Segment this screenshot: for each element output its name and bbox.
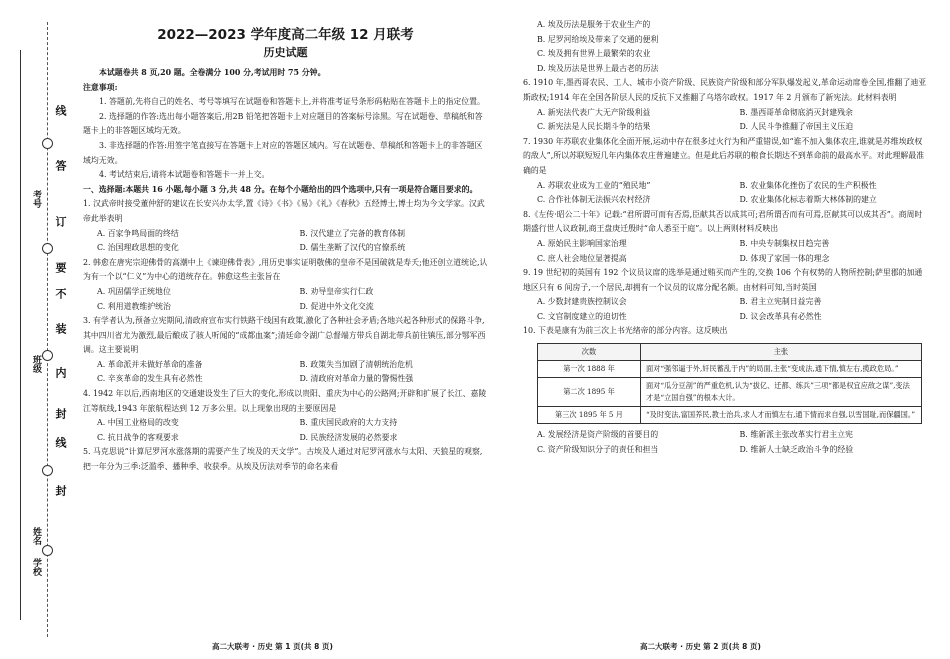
- table-row: [538, 361, 922, 378]
- option: A. 新宪法代表广大无产阶级利益: [537, 107, 651, 117]
- binding-margin: [0, 0, 80, 659]
- option: D. 议会改革具有必然性: [739, 311, 822, 321]
- option: B. 维新派主张改革实行君主立宪: [739, 430, 853, 440]
- question-6: [523, 76, 928, 134]
- question-4: [83, 387, 488, 445]
- footer-right: 高二大联考 · 历史 第 2 页(共 8 页): [640, 642, 761, 651]
- exam-title: 2022—2023 学年度高二年级 12 月联考: [157, 27, 414, 43]
- question-stem: 9. 19 世纪初的英国有 192 个议员议席的选举是通过贿买而产生的,交换 106 个有权势的人物所控制;萨里郡的加通地区只有 6 间房子,一个居民,却拥有一个议员的议席分配名额。由材料可知,当时英国: [523, 268, 923, 292]
- option: D. 民族经济发展的必然要求: [299, 432, 398, 442]
- question-9: [523, 266, 928, 324]
- page-right: [523, 18, 928, 457]
- table-header: 主张: [641, 344, 922, 361]
- option: A. 原始民主影响国家治理: [537, 238, 627, 248]
- option: B. 政策失当加剧了清朝统治危机: [299, 359, 413, 369]
- section-heading: 一、选择题:本题共 16 小题,每小题 3 分,共 48 分。在每个小题给出的四个选项中,只有一项是符合题目要求的。: [83, 184, 478, 194]
- option: C. 新宪法是人民长期斗争的结果: [537, 122, 651, 132]
- option: C. 文官制度建立的迫切性: [537, 311, 627, 321]
- question-stem: 8.《左传·昭公二十年》记载:“君所谓可而有否焉,臣献其否以成其可;君所谓否而有可焉,臣献其可以成其否”。商周时期盛行世人议政制,商王盘庚迁殷时“命人悉至于庭”。以上两则材料反映出: [523, 209, 923, 234]
- option: B. 劝导皇帝实行仁政: [299, 286, 374, 296]
- question-3: [83, 314, 488, 387]
- seal-char: 装: [54, 323, 67, 334]
- seal-circle: [42, 545, 53, 556]
- table-cell: 面对“强邻逼于外,奸民蓄乱于内”的局面,主张“变成法,通下情,慎左右,揽政危局。”: [641, 361, 922, 378]
- option: D. 体现了家国一体的理念: [739, 253, 830, 263]
- seal-char: 线: [54, 437, 67, 448]
- field-school: 学校: [31, 558, 41, 576]
- option: B. 中央专制集权日趋完善: [739, 238, 830, 248]
- note-item: 1. 答题前,先将自己的姓名、考号等填写在试题卷和答题卡上,并将准考证号条形码粘贴在答题卡上的指定位置。: [99, 97, 485, 107]
- question-stem: 10. 下表是康有为前三次上书光绪帝的部分内容。这反映出: [523, 326, 728, 336]
- option: B. 墨西哥革命彻底消灭封建残余: [739, 107, 853, 117]
- table-header: 次数: [538, 344, 641, 361]
- option: C. 抗日战争的客观要求: [97, 432, 179, 442]
- option: B. 重庆国民政府的大力支持: [299, 418, 398, 428]
- exam-intro: 本试题卷共 8 页,20 题。全卷满分 100 分,考试用时 75 分钟。: [99, 68, 326, 77]
- option: D. 埃及历法是世界上最古老的历法: [537, 63, 659, 73]
- option: C. 庶人社会地位显著提高: [537, 253, 627, 263]
- note-item: 2. 选择题的作答:选出每小题答案后,用2B 铅笔把答题卡上对应题目的答案标号涂黑。写在试题卷、草稿纸和答题卡上的非答题区域均无效。: [83, 111, 483, 136]
- option: A. 革命派并未做好革命的准备: [97, 359, 203, 369]
- option: D. 促进中外文化交流: [299, 301, 374, 311]
- field-name: 姓名: [31, 527, 41, 545]
- page-left: [83, 18, 488, 475]
- table-header-row: [538, 344, 922, 361]
- question-8: [523, 208, 928, 266]
- option: A. 百家争鸣局面的终结: [97, 228, 179, 238]
- option: B. 农业集体化挫伤了农民的生产积极性: [739, 180, 877, 190]
- question-5-options: [523, 18, 928, 76]
- option: A. 中国工业格局的改变: [97, 418, 179, 428]
- notes-title: 注意事项:: [83, 82, 118, 92]
- exam-subject: 历史试题: [263, 46, 308, 59]
- option: B. 尼罗河给埃及带来了交通的便利: [537, 34, 659, 44]
- note-item: 3. 非选择题的作答:用签字笔直接写在答题卡上对应的答题区域内。写在试题卷、草稿纸和答题卡上的非答题区域均无效。: [83, 140, 483, 165]
- table-cell: 面对“瓜分豆剖”的严重危机,认为“拔亿、迁都、练兵”三项“都是权宜应敌之谋”,变法才是“立国自强”的根本大计。: [641, 378, 922, 407]
- question-stem: 7. 1930 年苏联农业集体化全面开展,运动中存在很多过火行为和严重错误,如“谁不加入集体农庄,谁就是苏维埃政权的敌人”,所以苏联短短几年内集体农庄普遍建立。但是此后苏联的粮食长期达不到革命前的最高水平。对此理解最准确的是: [523, 136, 925, 175]
- question-7: [523, 135, 928, 208]
- seal-char: 封: [54, 408, 67, 419]
- table-cell: 第二次 1895 年: [538, 378, 641, 407]
- seal-char: 订: [54, 216, 67, 227]
- option: C. 资产阶级知识分子的责任和担当: [537, 444, 659, 454]
- field-exam-number: 考号: [31, 190, 41, 208]
- question-stem: 5. 马克思说“计算尼罗河水涨落期的需要产生了埃及的天文学”。古埃及人通过对尼罗河涨水与太阳、天狼星的观察,把一年分为三季:泛滥季、播种季、收获季。从埃及历法对季节的命名来看: [83, 447, 483, 472]
- field-class: 班级: [31, 355, 41, 373]
- option: A. 埃及历法是服务于农业生产的: [537, 20, 651, 29]
- seal-circle: [42, 350, 53, 361]
- option: A. 发展经济是资产阶级的首要目的: [537, 430, 659, 440]
- option: C. 合作社体制无法振兴农村经济: [537, 195, 651, 205]
- seal-circle: [42, 138, 53, 149]
- field-line: [20, 50, 21, 620]
- option: C. 治国理政思想的变化: [97, 243, 179, 253]
- seal-char: 不: [54, 288, 67, 299]
- option: D. 维新人士缺乏政治斗争的经验: [739, 444, 854, 454]
- question-5: [83, 445, 488, 474]
- option: D. 人民斗争推翻了帝国主义压迫: [739, 122, 854, 132]
- table-cell: 第一次 1888 年: [538, 361, 641, 378]
- question-2: [83, 256, 488, 314]
- table-cell: 第三次 1895 年 5 月: [538, 407, 641, 424]
- question-stem: 2. 韩愈在唐宪宗迎佛骨的高潮中上《谏迎佛骨表》,用历史事实证明敬佛的皇帝不是国破就是寿夭;他还创立道统论,认为有一个以“仁义”为中心的道统存在。韩愈这些主张旨在: [83, 257, 488, 282]
- option: C. 埃及拥有世界上最繁荣的农业: [537, 49, 651, 59]
- option: B. 汉代建立了完备的教育体制: [299, 228, 406, 238]
- seal-char: 答: [54, 160, 67, 171]
- option: A. 少数封建贵族控制议会: [537, 297, 627, 307]
- option: C. 辛亥革命的发生具有必然性: [97, 374, 203, 384]
- option: A. 苏联农业成为工业的“殖民地”: [537, 180, 651, 190]
- option: B. 君主立宪制日益完善: [739, 297, 822, 307]
- question-10: [523, 324, 928, 457]
- question-stem: 1. 汉武帝时接受董仲舒的建议在长安兴办太学,置《诗》《书》《易》《礼》《春秋》五经博士,博士均为今文学家。汉武帝此举表明: [83, 199, 485, 223]
- question-stem: 3. 有学者认为,预备立宪期间,清政府宣布实行铁路干线国有政策,激化了各种社会矛盾;各地兴起各种形式的保路斗争,其中四川省尤为激烈,最后酿成了骇人听闻的“成都血案”;清廷命令湖广总督端方带兵自湖北带兵前往镇压,部分鄂军西调。这主要说明: [83, 316, 486, 355]
- seal-char: 要: [54, 262, 67, 273]
- seal-char: 线: [54, 105, 67, 116]
- option: D. 儒生垄断了汉代的官僚系统: [299, 243, 406, 253]
- seal-circle: [42, 465, 53, 476]
- question-1: [83, 197, 488, 255]
- question-stem: 4. 1942 年以后,西南地区的交通建设发生了巨大的变化,形成以贵阳、重庆为中心的公路网;开辟和扩展了长江、嘉陵江等航线,1943 年旅航程达到 12 万多公里。以上现象出现的主要原因是: [83, 389, 487, 413]
- option: C. 利用道教维护统治: [97, 301, 171, 311]
- seal-char: 封: [54, 485, 67, 496]
- footer-left: 高二大联考 · 历史 第 1 页(共 8 页): [212, 642, 333, 651]
- option: D. 清政府对革命力量的警惕性强: [299, 374, 414, 384]
- option: A. 巩固儒学正统地位: [97, 286, 171, 296]
- table-cell: “及时变法,富国养民,教士治兵,求人才而慎左右,通下情而求自强,以雪国耻,而保疆国。”: [641, 407, 922, 424]
- table-row: [538, 407, 922, 424]
- option: D. 农业集体化标志着斯大林体制的建立: [739, 195, 877, 205]
- question-stem: 6. 1910 年,墨西哥农民、工人、城市小资产阶级、民族资产阶级和部分军队爆发起义,革命运动席卷全国,推翻了迪亚斯政权;1914 年在全国各阶层人民的反抗下又推翻了乌塔尔政权。1917 年 2 月颁布了新宪法。此材料表明: [523, 78, 927, 102]
- seal-circle: [42, 243, 53, 254]
- kang-youwei-table: [537, 343, 922, 424]
- seal-char: 内: [54, 367, 67, 378]
- note-item: 4. 考试结束后,请将本试题卷和答题卡一并上交。: [99, 170, 270, 180]
- table-row: [538, 378, 922, 407]
